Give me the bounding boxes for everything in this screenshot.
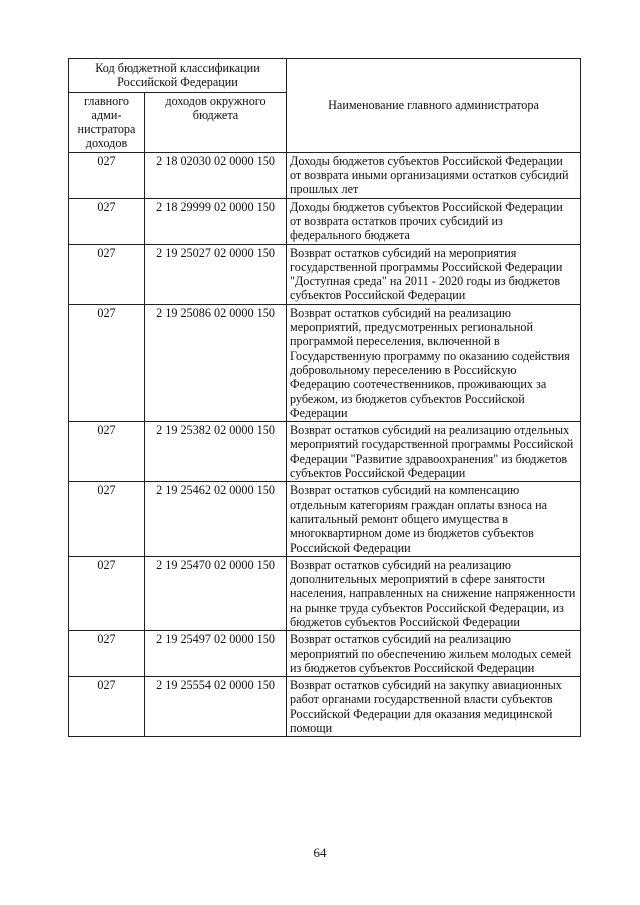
header-row-group: [69, 59, 581, 93]
income-code-cell: 2 19 25497 02 0000 150: [145, 631, 287, 677]
description-cell: Возврат остатков субсидий на реализацию мероприятий по обеспечению жильем молодых семей из бюджетов субъектов Российской Федерации: [287, 631, 581, 677]
income-code-cell: 2 19 25554 02 0000 150: [145, 677, 287, 737]
admin-code-cell: 027: [69, 198, 145, 244]
budget-classification-table: [68, 58, 581, 737]
income-code-cell: 2 19 25086 02 0000 150: [145, 304, 287, 421]
admin-code-cell: 027: [69, 482, 145, 556]
admin-code-cell: 027: [69, 152, 145, 198]
description-cell: Доходы бюджетов субъектов Российской Федерации от возврата остатков прочих субсидий из федерального бюджета: [287, 198, 581, 244]
header-admin-code: главного адми-нистратора доходов: [69, 92, 145, 152]
table-row: [69, 152, 581, 198]
income-code-cell: 2 18 02030 02 0000 150: [145, 152, 287, 198]
table-row: [69, 556, 581, 630]
description-cell: Возврат остатков субсидий на компенсацию отдельным категориям граждан оплаты взноса на капитальный ремонт общего имущества в многоквартирном доме из бюджетов субъектов Российской Федерации: [287, 482, 581, 556]
admin-code-cell: 027: [69, 677, 145, 737]
admin-code-cell: 027: [69, 304, 145, 421]
page-number: 64: [313, 845, 327, 860]
description-cell: Возврат остатков субсидий на закупку авиационных работ органами государственной власти субъектов Российской Федерации для оказания медицинской помощи: [287, 677, 581, 737]
income-code-cell: 2 19 25462 02 0000 150: [145, 482, 287, 556]
description-cell: Возврат остатков субсидий на реализацию дополнительных мероприятий в сфере занятости населения, направленных на снижение напряженности на рынке труда субъектов Российской Федерации, из бюджетов субъектов Российской Федерации: [287, 556, 581, 630]
admin-code-cell: 027: [69, 422, 145, 482]
table-row: [69, 422, 581, 482]
table-row: [69, 631, 581, 677]
description-cell: Возврат остатков субсидий на мероприятия государственной программы Российской Федерации "Доступная среда" на 2011 - 2020 годы из бюджетов субъектов Российской Федерации: [287, 244, 581, 304]
income-code-cell: 2 19 25027 02 0000 150: [145, 244, 287, 304]
table-row: [69, 482, 581, 556]
table-body: [69, 152, 581, 737]
table-row: [69, 198, 581, 244]
description-cell: Возврат остатков субсидий на реализацию отдельных мероприятий государственной программы Российской Федерации "Развитие здравоохранения" из бюджетов субъектов Российской Федерации: [287, 422, 581, 482]
description-cell: Возврат остатков субсидий на реализацию мероприятий, предусмотренных региональной программой переселения, включенной в Государственную программу по оказанию содействия добровольному переселению в Российскую Федерацию соотечественников, проживающих за рубежом, из бюджетов субъектов Российской Федерации: [287, 304, 581, 421]
table-row: [69, 677, 581, 737]
header-admin-name: Наименование главного администратора: [287, 59, 581, 153]
income-code-cell: 2 19 25470 02 0000 150: [145, 556, 287, 630]
admin-code-cell: 027: [69, 244, 145, 304]
header-income-code: доходов окружного бюджета: [145, 92, 287, 152]
income-code-cell: 2 19 25382 02 0000 150: [145, 422, 287, 482]
header-group-label: Код бюджетной классификации Российской Федерации: [69, 59, 287, 93]
admin-code-cell: 027: [69, 631, 145, 677]
table-row: [69, 244, 581, 304]
table-row: [69, 304, 581, 421]
income-code-cell: 2 18 29999 02 0000 150: [145, 198, 287, 244]
admin-code-cell: 027: [69, 556, 145, 630]
description-cell: Доходы бюджетов субъектов Российской Федерации от возврата иными организациями остатков субсидий прошлых лет: [287, 152, 581, 198]
